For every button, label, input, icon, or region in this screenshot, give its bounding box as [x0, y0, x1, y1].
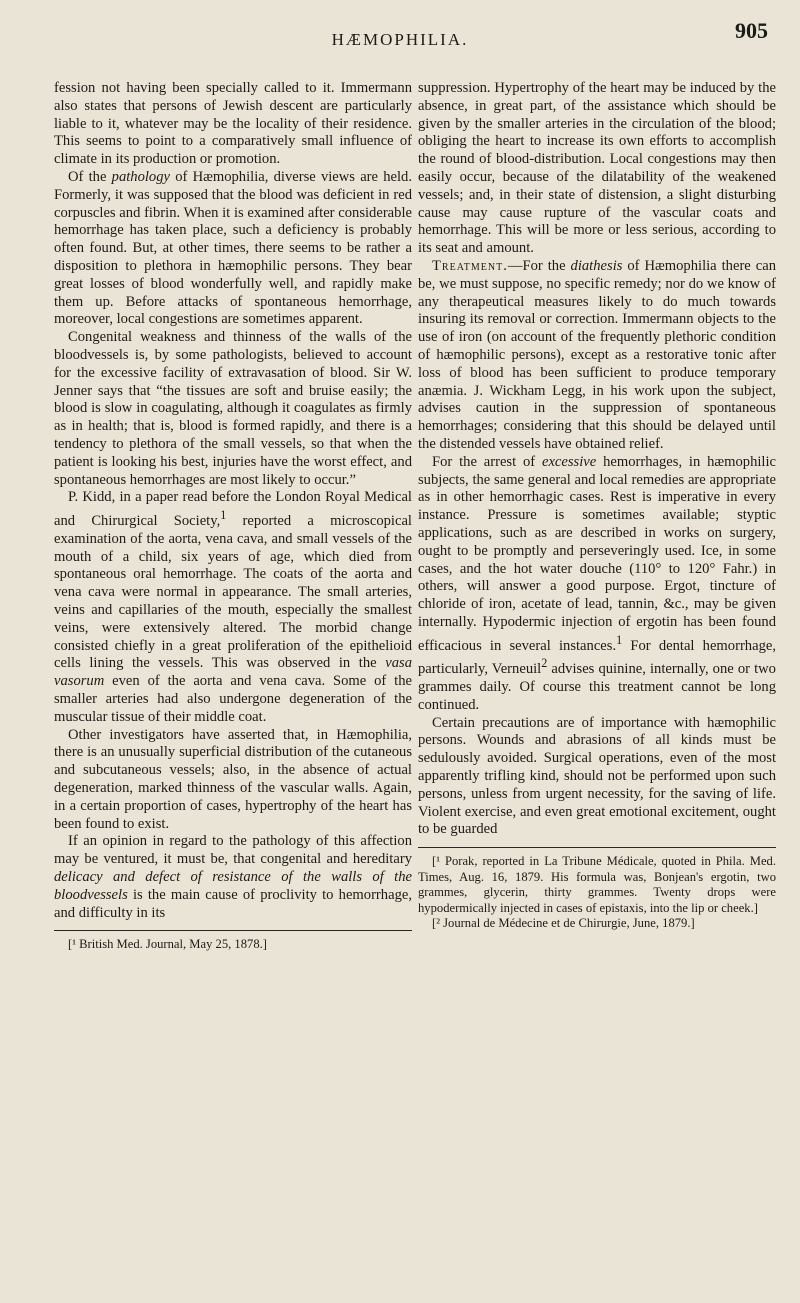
paragraph	[54, 833, 412, 922]
page-number: 905	[735, 18, 768, 43]
text-run: advises quinine, internally, one or two grammes daily. Of course this treatment cannot be long continued.	[418, 661, 776, 713]
text-run: For dental hemorrhage, particularly, Verneuil	[418, 637, 776, 678]
text-run: —For the	[507, 257, 571, 274]
right-column	[418, 80, 776, 932]
paragraph: fession not having been specially called to it. Immermann also states that persons of Jewish descent are particularly liable to it, whatever may be the locality of their residence. This seems to point to a comparatively small influence of climate in its production or promotion.	[54, 80, 412, 168]
running-title: HÆMOPHILIA.	[331, 30, 469, 49]
footnote-divider	[418, 847, 776, 848]
text-run: hemorrhages, in hæmophilic subjects, the same general and local remedies are appropriate as in other hemorrhagic cases. Rest is imperative in every instance. Pressure is sometimes available; styptic applications, such as are described in works on surgery, ought to be promptly and perseveringly used. Ice, in some cases, and the hot water douche (110° to 120° Fahr.) in others, will answer a good purpose. Ergot, tincture of chloride of iron, acetate of lead, tannin, &c., may be given internally. Hypodermic injection of ergotin has been found efficacious in several instances.	[418, 453, 777, 654]
paragraph	[54, 489, 412, 726]
emphasis: excessive	[541, 453, 597, 470]
text-run: even of the aorta and vena cava. Some of the smaller arteries had also undergone degeneration of the muscular tissue of their middle coat.	[54, 673, 412, 725]
paragraph	[418, 258, 776, 454]
text-run: Of the	[68, 168, 112, 185]
emphasis: delicacy and defect of resistance of the walls of the bloodvessels	[54, 868, 412, 903]
text-run: of Hæmophilia, diverse views are held. Formerly, it was supposed that the blood was deficient in red corpuscles and fibrin. When it is examined after considerable hemorrhage has taken place, such a deficiency is probably often found. But, at other times, there seems to be rather a disposition to plethora in hæmophilic persons. They bear great losses of blood wonderfully well, and rapidly make them up. Before attacks of spontaneous hemorrhage, moreover, local congestions are sometimes apparent.	[54, 168, 412, 328]
footnote: [² Journal de Médecine et de Chirurgie, June, 1879.]	[432, 916, 695, 931]
paragraph	[418, 454, 776, 715]
footnote: [¹ Porak, reported in La Tribune Médicale, quoted in Phila. Med. Times, Aug. 16, 1879. His formula was, Bonjean's ergotin, two grammes, glycerin, thirty grammes. Twenty drops were hypodermically injected in cases of epistaxis, into the lip or cheek.]	[418, 854, 776, 915]
footnote-divider	[54, 930, 412, 931]
paragraph: Other investigators have asserted that, in Hæmophilia, there is an unusually superficial distribution of the cutaneous and subcutaneous vessels; also, in the absence of actual degeneration, marked thinness of the vascular walls. Again, in a certain proportion of cases, hypertrophy of the heart has been found to exist.	[54, 726, 412, 832]
paragraph: suppression. Hypertrophy of the heart may be induced by the absence, in great part, of the assistance which should be given by the smaller arteries in the circulation of the blood; obliging the heart to increase its own efforts to accomplish the round of blood-distribution. Local congestions may then easily occur, because of the dilatability of the weakened vessels; and, in their state of distension, a slight disturbing cause may cause rupture of the vascular coats and hemorrhage. This will be more or less serious, according to its seat and amount.	[418, 80, 776, 257]
text-run: If an opinion in regard to the pathology of this affection may be ventured, it must be, that congenital and hereditary	[54, 833, 412, 868]
footnote: [¹ British Med. Journal, May 25, 1878.]	[68, 937, 267, 952]
page-header	[0, 18, 800, 58]
emphasis: diathesis	[570, 257, 623, 274]
paragraph: Congenital weakness and thinness of the walls of the bloodvessels is, by some pathologists, believed to account for the excessive facility of extravasation of blood. Sir W. Jenner says that “the tissues are soft and bruise easily; the blood is slow in coagulating, although it coagulates as firmly as in health; that is, blood is formed rapidly, and there is a tendency to plethora of the small vessels, so that when the patient is looking his best, injuries have the worst effect, and spontaneous hemorrhages are most likely to occur.”	[54, 329, 412, 488]
text-run: of Hæmophilia there can be, we must suppose, no specific remedy; nor do we know of any therapeutical measures likely to do much towards insuring its removal or correction. Immermann objects to the use of iron (on account of the frequently plethoric condition of hæmophilic persons), except as a restorative tonic after loss of blood has been sufficient to produce temporary anæmia. J. Wickham Legg, in his work upon the subject, advises caution in the suppression of spontaneous hemorrhages; considering that this should be delayed until the distended vessels have obtained relief.	[418, 257, 776, 452]
paragraph: Certain precautions are of importance with hæmophilic persons. Wounds and abrasions of all kinds must be sedulously avoided. Surgical operations, even of the most apparently trifling kind, should not be performed upon such persons, unless from urgent necessity, for the saving of life. Violent exercise, and even great emotional excitement, ought to be guarded	[418, 714, 776, 838]
text-run: is the main cause of proclivity to hemorrhage, and difficulty in its	[54, 886, 412, 921]
text-run: For the arrest of	[432, 453, 542, 470]
footnote-ref: 1	[220, 508, 227, 523]
left-column	[54, 80, 412, 953]
emphasis: pathology	[111, 168, 171, 185]
text-run: P. Kidd, in a paper read before the London Royal Medical and Chirurgical Society,	[54, 489, 412, 529]
footnote-ref: 2	[541, 656, 548, 671]
footnote-ref: 1	[616, 632, 623, 647]
text-run: reported a microscopical examination of the aorta, vena cava, and small vessels of the mouth of a child, six years of age, which died from spontaneous oral hemorrhage. The coats of the aorta and vena cava were normal in appearance. The small arteries, veins and capillaries of the mouth, especially the smallest veins, were extensively altered. The morbid change consisted chiefly in a great proliferation of the epithelioid cells lining the vessels. This was observed in the	[54, 512, 412, 672]
paragraph	[54, 169, 412, 329]
emphasis: vasa vasorum	[54, 655, 412, 690]
section-heading: Treatment.	[432, 257, 508, 274]
